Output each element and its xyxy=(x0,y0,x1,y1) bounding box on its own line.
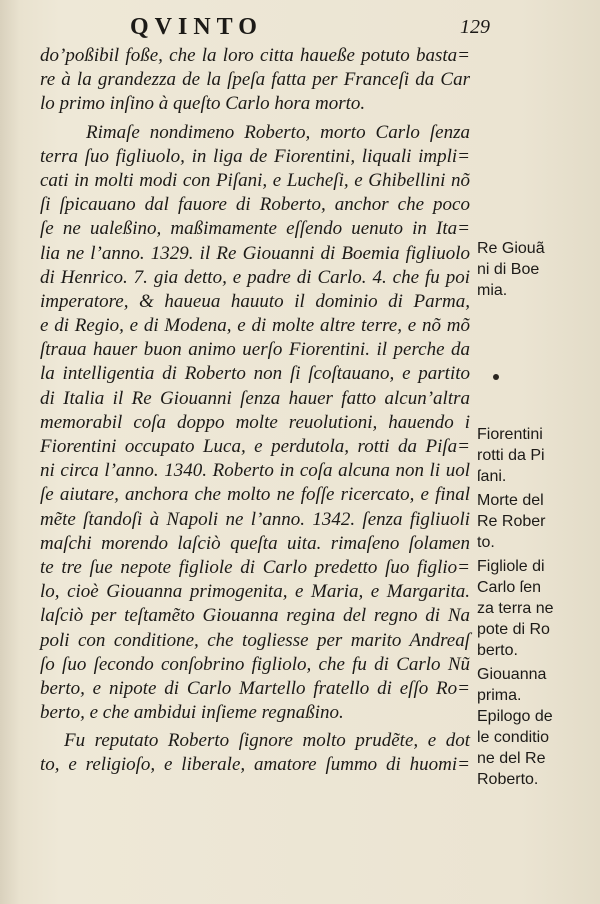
note-figliole xyxy=(477,556,553,661)
text-line: imperatore, & haueua hauuto il dominio di Parma, xyxy=(40,290,470,312)
note-fiorentini xyxy=(477,424,545,487)
text-line: memorabil coſa doppo molte reuolutioni, hauendo i xyxy=(40,411,470,433)
note-line: prima. xyxy=(477,687,522,704)
text-line: do’poßibil foße, che la loro citta haueße potuto basta= xyxy=(40,45,470,66)
note-line: ſani. xyxy=(477,468,507,485)
text-line: poli con conditione, che togliesse per marito Andreaſ xyxy=(40,629,470,651)
body-text xyxy=(40,44,470,778)
note-line: Roberto. xyxy=(477,771,539,788)
text-line: ſo ſuo ſecondo conſobrino figliolo, che fu di Carlo Nũ xyxy=(40,653,470,675)
note-line: pote di Ro xyxy=(477,621,550,638)
text-line: to, e religioſo, e liberale, amatore ſummo di huomi= xyxy=(40,754,470,776)
note-line: le conditio xyxy=(477,729,550,746)
note-boemia xyxy=(477,238,545,301)
text-line: e di Regio, e di Modena, e di molte altre terre, e nõ mõ xyxy=(40,315,470,337)
text-line: terra ſuo figliuolo, in liga de Fiorentini, liquali impli= xyxy=(40,145,470,167)
text-line: ſe ne ualeßino, maßimamente eſſendo uenuto in Ita= xyxy=(40,218,470,240)
text-line: ſtraua hauer buon animo uerſo Fiorentini. il perche da xyxy=(40,339,470,361)
text-line: la intelligentia di Roberto non ſi ſcoſtauano, e partito xyxy=(40,363,470,385)
text-line: lia ne l’anno. 1329. il Re Giouanni di Boemia figliuolo xyxy=(40,242,470,264)
note-line: ne del Re xyxy=(477,750,546,767)
note-line: to. xyxy=(477,534,495,551)
margin-dot xyxy=(493,374,499,380)
note-line: Morte del xyxy=(477,492,544,509)
note-morte xyxy=(477,490,545,553)
text-line: berto, e nipote di Carlo Martello fratello di eſſo Ro= xyxy=(40,677,470,699)
text-line: re à la grandezza de la ſpeſa fatta per Franceſi da Car xyxy=(40,69,470,91)
note-line: Epilogo de xyxy=(477,708,553,725)
note-line: Figliole di xyxy=(477,558,545,575)
note-line: Fiorentini xyxy=(477,426,543,443)
running-head: QVINTO xyxy=(130,14,263,40)
text-line: ſi ſpicauano dal fauore di Roberto, anchor che poco xyxy=(40,194,470,216)
note-line: mia. xyxy=(477,282,508,299)
text-line: di Henrico. 7. gia detto, e padre di Carlo. 4. che fu poi xyxy=(40,266,470,288)
text-line: Fu reputato Roberto ſignore molto prudẽte, e dot xyxy=(64,730,470,752)
text-line: mẽte ſtandoſi à Napoli ne l’anno. 1342. ſenza figliuoli xyxy=(40,508,470,530)
note-line: berto. xyxy=(477,642,518,659)
note-line: Carlo ſen xyxy=(477,579,542,596)
show-through-text xyxy=(530,74,592,194)
text-line: laſciò per teſtamẽto Giouanna regina del regno di Na xyxy=(40,605,470,627)
text-line: cati in molti modi con Piſani, e Lucheſi, e Ghibellini nõ xyxy=(40,169,470,191)
text-line: ſe aiutare, anchora che molto ne foſſe ricercato, e final xyxy=(40,484,470,506)
page-header xyxy=(130,14,530,44)
text-line: di Italia il Re Giouanni ſenza hauer fatto alcun’altra xyxy=(40,387,470,409)
page-number: 129 xyxy=(460,16,490,38)
note-giouanna xyxy=(477,664,546,706)
note-line: Re Rober xyxy=(477,513,546,530)
text-line: ni circa l’anno. 1340. Roberto in coſa alcuna non li uol xyxy=(40,460,470,482)
text-line: lo primo inſino à queſto Carlo hora morto. xyxy=(40,93,366,115)
note-line: rotti da Pi xyxy=(477,447,545,464)
text-line: maſchi morendo laſciò queſta uita. rimaſeno ſolamen xyxy=(40,532,470,554)
note-line: za terra ne xyxy=(477,600,554,617)
text-line: te tre ſue nepote figliole di Carlo predetto ſuo figlio= xyxy=(40,556,470,578)
note-line: ni di Boe xyxy=(477,261,540,278)
text-line: berto, e che ambidui inſieme regnaßino. xyxy=(40,702,344,724)
text-line: Rimaſe nondimeno Roberto, morto Carlo ſenza xyxy=(86,121,470,143)
note-line: Giouanna xyxy=(477,666,547,683)
text-line: lo, cioè Giouanna primogenita, e Maria, e Margarita. xyxy=(40,581,470,603)
note-line: Re Giouã xyxy=(477,240,545,257)
note-epilogo xyxy=(477,706,553,790)
text-line: Fiorentini occupato Luca, e perdutola, rotti da Piſa= xyxy=(40,436,470,457)
